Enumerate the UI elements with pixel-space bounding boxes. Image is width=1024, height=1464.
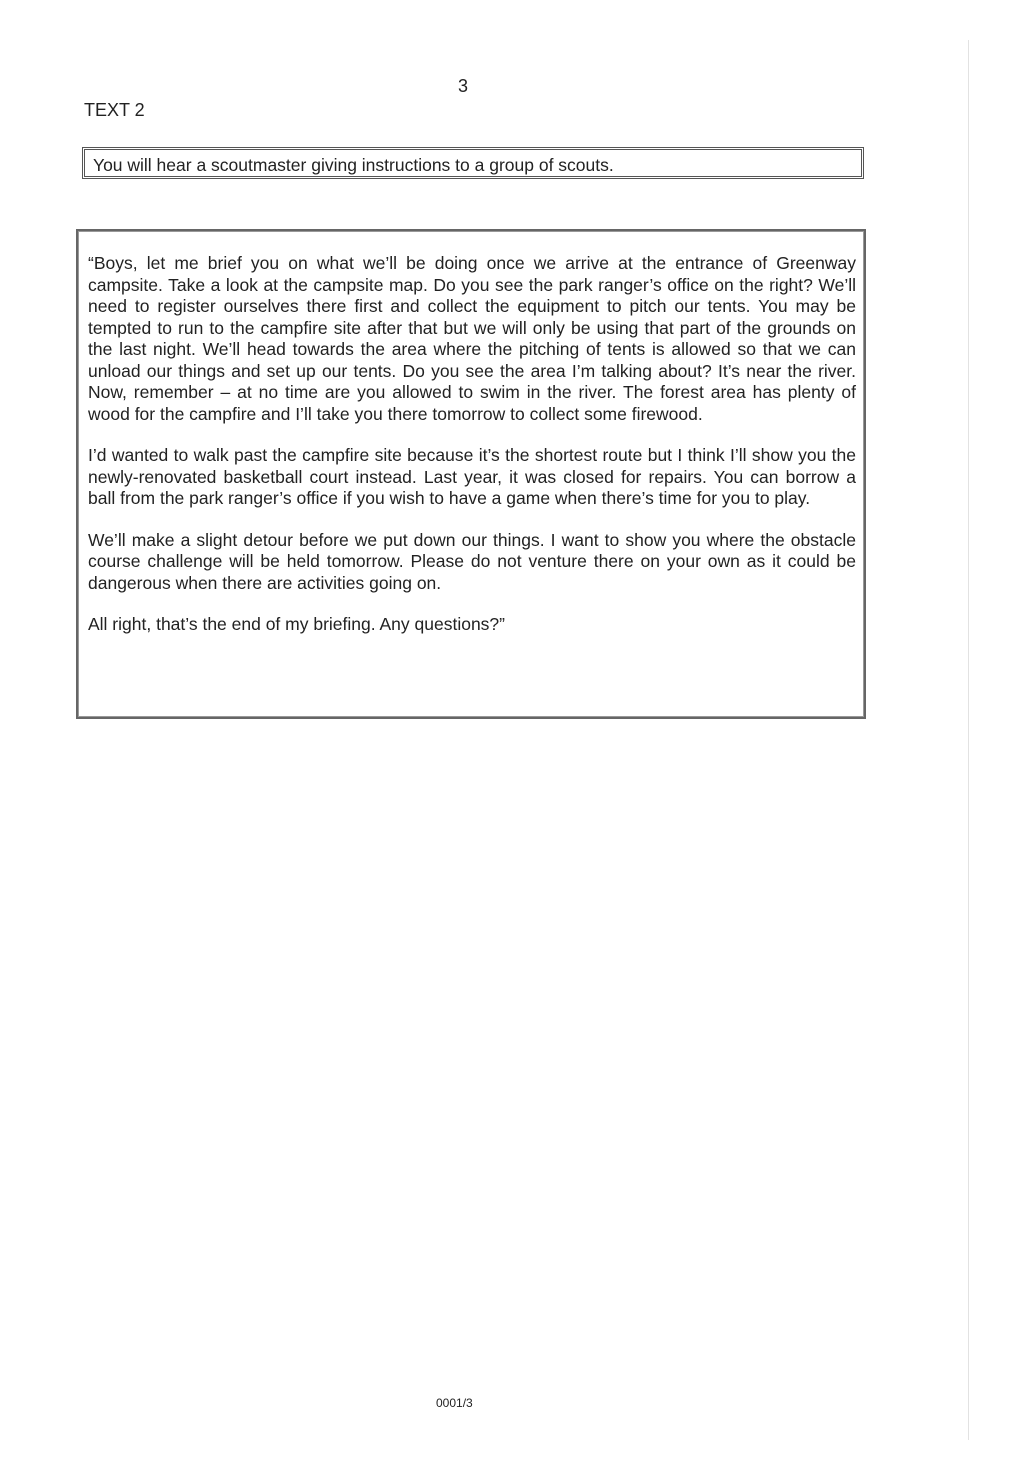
instruction-box [82, 147, 864, 179]
transcript-paragraph-4: All right, that’s the end of my briefing. Any questions?” [88, 614, 505, 634]
transcript-paragraph-1: “Boys, let me brief you on what we’ll be doing once we arrive at the entrance of Greenway campsite. Take a look at the campsite map. Do you see the park ranger’s office on the right? We’ll need to register ourselves there first and collect the equipment to pitch our tents. You may be tempted to run to the campfire site after that but we will only be using that part of the grounds on the last night. We’ll head towards the area where the pitching of tents is allowed so that we can unload our things and set up our tents. Do you see the area I’m talking about? It’s near the river. Now, remember – at no time are you allowed to swim in the river. The forest area has plenty of wood for the campfire and I’ll take you there tomorrow to collect some firewood. [88, 253, 856, 424]
page-edge-line [968, 40, 969, 1440]
instruction-text: You will hear a scoutmaster giving instructions to a group of scouts. [93, 155, 614, 175]
transcript-paragraph-3: We’ll make a slight detour before we put down our things. I want to show you where the obstacle course challenge will be held tomorrow. Please do not venture there on your own as it could be dangerous when there are activities going on. [88, 529, 856, 593]
transcript-box [76, 229, 866, 719]
transcript-paragraph-2: I’d wanted to walk past the campfire site because it’s the shortest route but I think I’ll show you the newly-renovated basketball court instead. Last year, it was closed for repairs. You can borrow a ball from the park ranger’s office if you wish to have a game when there’s time for you to play. [88, 445, 856, 508]
footer-code: 0001/3 [436, 1396, 473, 1410]
section-heading: TEXT 2 [84, 100, 145, 120]
page-number: 3 [458, 76, 469, 96]
